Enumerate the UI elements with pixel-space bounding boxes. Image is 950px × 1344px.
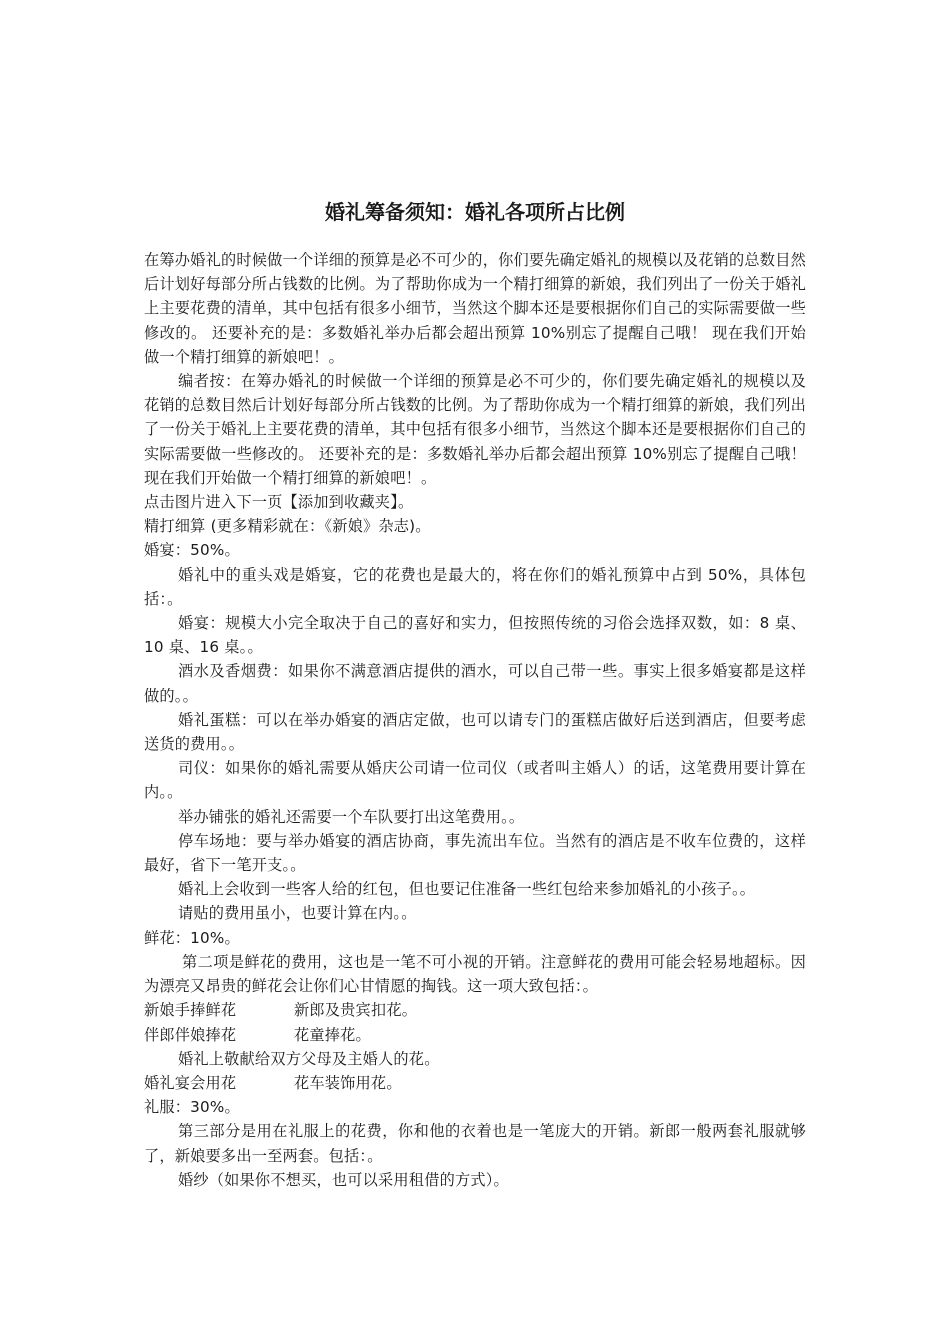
wedding-cake-item: 婚礼蛋糕：可以在举办婚宴的酒店定做，也可以请专门的蛋糕店做好后送到酒店，但要考虑送货的费用。。 [144, 710, 806, 754]
attire-intro: 第三部分是用在礼服上的花费，你和他的衣着也是一笔庞大的开销。新郎一般两套礼服就够了，新娘要多出一至两套。包括：。 [144, 1122, 806, 1165]
section-heading-attire: 礼服：30%。 [144, 1098, 240, 1117]
flowers-intro: 第二项是鲜花的费用，这也是一笔不可小视的开销。注意鲜花的费用可能会轻易地超标。因为漂亮又昂贵的鲜花会让你们心甘情愿的掏钱。这一项大致包括：。 [144, 952, 806, 996]
flower-item: 新娘手捧鲜花 [144, 1001, 237, 1020]
banquet-intro: 婚礼中的重头戏是婚宴，它的花费也是最大的，将在你们的婚礼预算中占到 50%，具体包括：。 [144, 565, 806, 608]
drinks-item: 酒水及香烟费：如果你不满意酒店提供的酒水，可以自己带一些。事实上很多婚宴都是这样做的。。 [144, 662, 806, 705]
flower-item: 新郎及贵宾扣花。 [294, 1001, 418, 1020]
document-body [144, 248, 806, 1192]
parents-flowers-item: 婚礼上敬献给双方父母及主婚人的花。 [178, 1049, 440, 1068]
flower-pair-row [144, 1023, 806, 1047]
click-next-page-text: 点击图片进入下一页【添加到收藏夹】。 [144, 493, 414, 512]
flower-item: 婚礼宴会用花 [144, 1073, 237, 1092]
source-note: 精打细算 (更多精彩就在：《新娘》杂志)。 [144, 517, 431, 536]
red-envelope-item: 婚礼上会收到一些客人给的红包，但也要记住准备一些红包给来参加婚礼的小孩子。。 [178, 880, 756, 899]
section-heading-flowers: 鲜花：10%。 [144, 928, 240, 947]
page-title: 婚礼筹备须知：婚礼各项所占比例 [325, 200, 625, 224]
flower-item: 花童捧花。 [294, 1025, 371, 1044]
mc-item: 司仪：如果你的婚礼需要从婚庆公司请一位司仪（或者叫主婚人）的话，这笔费用要计算在内。。 [144, 759, 806, 802]
banquet-scale-item: 婚宴：规模大小完全取决于自己的喜好和实力，但按照传统的习俗会选择双数，如：8 桌、10 桌、16 桌。。 [144, 614, 806, 657]
motorcade-item: 举办铺张的婚礼还需要一个车队要打出这笔费用。。 [178, 807, 525, 826]
intro-paragraph: 在筹办婚礼的时候做一个详细的预算是必不可少的，你们要先确定婚礼的规模以及花销的总数目然后计划好每部分所占钱数的比例。为了帮助你成为一个精打细算的新娘，我们列出了一份关于婚礼上主要花费的清单，其中包括有很多小细节，当然这个脚本还是要根据你们自己的实际需要做一些修改的。 还要补充的是：多数婚礼举办后都会超出预算 10%别忘了提醒自己哦！ 现在我们开始做一个精打细算的新娘吧！。 [144, 251, 806, 366]
parking-item: 停车场地：要与举办婚宴的酒店协商，事先流出车位。当然有的酒店是不收车位费的，这样最好，省下一笔开支。。 [144, 831, 806, 875]
invitation-item: 请贴的费用虽小，也要计算在内。。 [178, 904, 417, 923]
flower-item: 伴郎伴娘捧花 [144, 1025, 237, 1044]
section-heading-banquet: 婚宴：50%。 [144, 541, 240, 560]
flower-pair-row [144, 1071, 806, 1095]
flower-pair-row [144, 998, 806, 1022]
editor-note-paragraph: 编者按：在筹办婚礼的时候做一个详细的预算是必不可少的，你们要先确定婚礼的规模以及花销的总数目然后计划好每部分所占钱数的比例。为了帮助你成为一个精打细算的新娘，我们列出了一份关于婚礼上主要花费的清单，其中包括有很多小细节，当然这个脚本还是要根据你们自己的实际需要做一些修改的。 还要补充的是：多数婚礼举办后都会超出预算 10%别忘了提醒自己哦！ 现在我们开始做一个精打细算的新娘吧！。 [144, 372, 806, 487]
wedding-dress-item: 婚纱（如果你不想买，也可以采用租借的方式）。 [178, 1170, 509, 1189]
flower-item: 花车装饰用花。 [294, 1073, 402, 1092]
